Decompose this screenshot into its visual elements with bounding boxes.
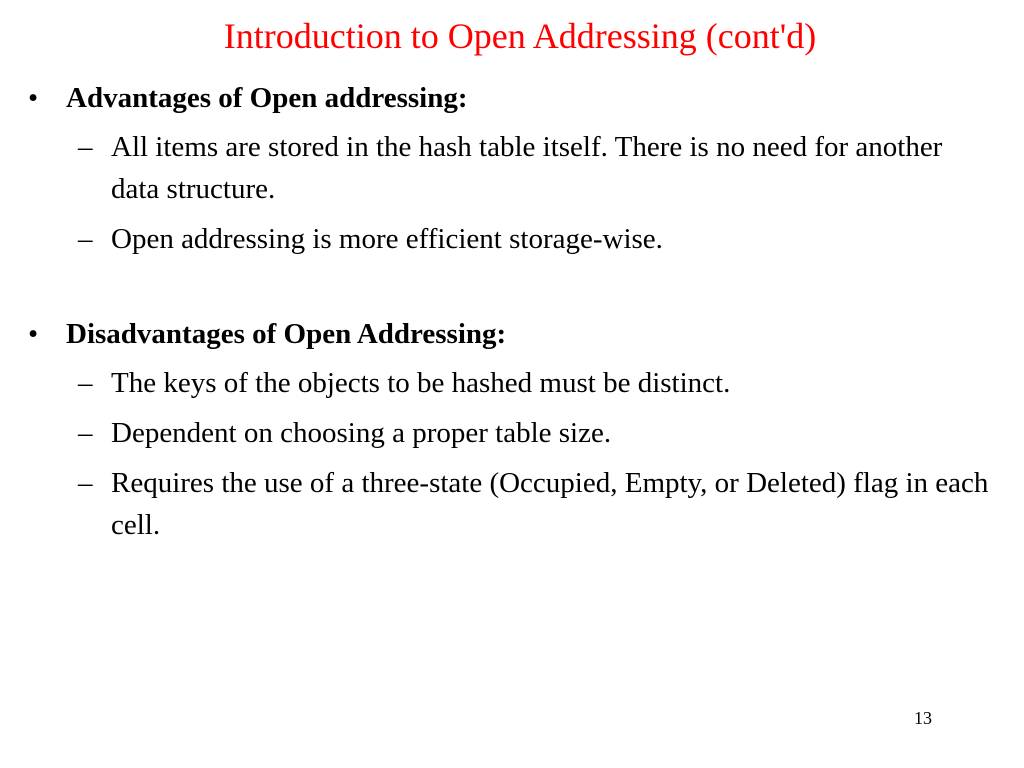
bullet-icon: •: [28, 82, 39, 114]
dash-icon: –: [78, 223, 93, 255]
advantage-item-text: All items are stored in the hash table itself. There is no need for another data structure.: [111, 131, 943, 205]
advantages-section: [0, 80, 1024, 260]
disadvantage-item-text: Dependent on choosing a proper table size.: [111, 417, 612, 449]
disadvantage-item: [0, 412, 1024, 454]
disadvantages-bullet: [0, 316, 1024, 352]
disadvantages-section: [0, 316, 1024, 546]
disadvantage-item-text: Requires the use of a three-state (Occupied, Empty, or Deleted) flag in each cell.: [111, 467, 989, 541]
dash-icon: –: [78, 467, 93, 499]
disadvantage-item: [0, 462, 1024, 546]
bullet-icon: •: [28, 318, 39, 350]
advantages-heading: Advantages of Open addressing:: [66, 82, 468, 114]
advantage-item: [0, 126, 1024, 210]
disadvantages-heading: Disadvantages of Open Addressing:: [66, 318, 507, 350]
dash-icon: –: [78, 131, 93, 163]
slide-title: Introduction to Open Addressing (cont'd): [223, 16, 817, 56]
dash-icon: –: [78, 367, 93, 399]
advantages-bullet: [0, 80, 1024, 116]
dash-icon: –: [78, 417, 93, 449]
page-number: 13: [914, 708, 932, 728]
disadvantage-item: [0, 362, 1024, 404]
advantage-item-text: Open addressing is more efficient storage-wise.: [111, 223, 663, 255]
advantage-item: [0, 218, 1024, 260]
disadvantage-item-text: The keys of the objects to be hashed must be distinct.: [111, 367, 731, 399]
